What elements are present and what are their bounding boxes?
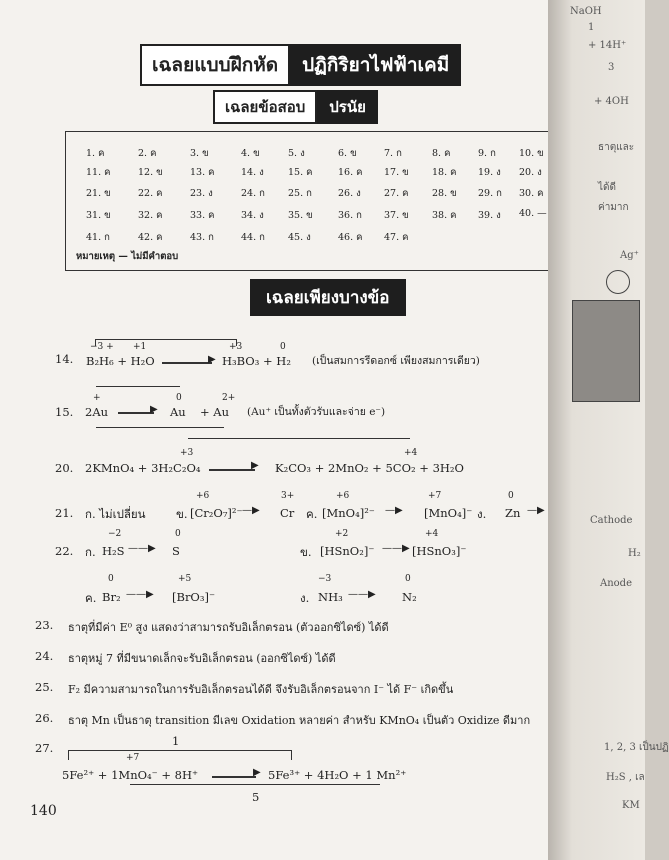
answer-item: 45. ง xyxy=(288,232,311,243)
np-13: Anode xyxy=(600,578,633,589)
q25-number: 25. xyxy=(35,680,54,694)
q14-bracket xyxy=(95,339,237,340)
q27-top: 1 xyxy=(172,734,180,748)
q22-number: 22. xyxy=(55,544,74,558)
q21-b-ox2: 3+ xyxy=(281,491,295,501)
q21-number: 21. xyxy=(55,506,74,520)
answer-item: 26. ง xyxy=(338,188,361,199)
q20-ox2: +4 xyxy=(404,448,418,458)
q26-text: ธาตุ Mn เป็นธาตุ transition มีเลข Oxidation หลายค่า สำหรับ KMnO₄ เป็นตัว Oxidize ดีมาก xyxy=(68,714,531,727)
q20-number: 20. xyxy=(55,461,74,475)
answer-item: 17. ข xyxy=(384,167,409,178)
header-right: ปฏิกิริยาไฟฟ้าเคมี xyxy=(290,44,461,86)
q23-number: 23. xyxy=(35,618,54,632)
q14-right: H₃BO₃ + H₂ xyxy=(222,354,291,368)
np-6: ได้ดี xyxy=(598,182,617,193)
np-15: H₂S , เล xyxy=(606,772,645,783)
q15-ox3: 2+ xyxy=(222,393,236,403)
q27-left: 5Fe²⁺ + 1MnO₄⁻ + 8H⁺ xyxy=(62,768,199,782)
np-meter-icon xyxy=(606,270,630,294)
answer-item: 15. ค xyxy=(288,167,313,178)
q15-bracket-bottom xyxy=(96,427,224,428)
answer-item: 6. ข xyxy=(338,148,357,159)
q14-left: B₂H₆ + H₂O xyxy=(86,354,155,368)
answer-item: 11. ค xyxy=(86,167,111,178)
answer-item: 23. ง xyxy=(190,188,213,199)
np-0: NaOH xyxy=(570,6,602,17)
q21-c-ox1: +6 xyxy=(336,491,350,501)
q22-c-label: ค. xyxy=(85,591,97,605)
subheader-left: เฉลยข้อสอบ xyxy=(213,90,317,124)
q22-d-ox2: 0 xyxy=(405,574,411,584)
q20-right: K₂CO₃ + 2MnO₂ + 5CO₂ + 3H₂O xyxy=(275,461,464,475)
book-page: เฉลยแบบฝึกหัด ปฏิกิริยาไฟฟ้าเคมี เฉลยข้อสอบ ปรนัย หมายเหตุ — ไม่มีคำตอบ 1. ค 2. ค 3. ข 4. ข 5. ง 6. ข 7. ก 8. ค 9. ก 10. ข 11. ค 12. ข 13. ค 14. ง 15. ค 16. ค 17. ข 18. ค 19. ง 20. ง 21. ข 22. ค 23. ง 24. ก 25. ก 26. ง 27. ค 28. ข 29. ก 30. ค 31. ข 32. ค 33. ค 34. ง 35. ข 36. ก 37. ข 38. ค 39. ง 40. — 41. ก 42. ค 43. ก 44. ก 45. ง 46. ค 47. ค เฉลยเพียงบางข้อ 14. −3 + +1 +3 0 B₂H₆ + H₂O ▶ H₃BO₃ + H₂ (เป็นสมการรีดอกซ์ เพียงสมการเดียว) 15. + 0 2+ 2Au ▶ Au + Au (Au⁺ เป็นทั้งตัวรับและจ่าย e⁻) 20. +3 +4 2KMnO₄ + 3H₂C₂O₄ ▶ K₂CO₃ + 2MnO₂ + 5CO₂ + 3H₂O 21. ก. ไม่เปลี่ยน +6 3+ ข. [Cr₂O₇]²⁻ —▶ Cr +6 +7 ค. [MnO₄]²⁻ —▶ [MnO₄]⁻ 0 ง. Zn —▶ 22. ก. −2 0 H₂S ——▶ S ข. +2 +4 [HSnO₂]⁻ ——▶ [HSnO₃]⁻ ค. 0 +5 Br₂ ——▶ [BrO₃]⁻ ง. −3 0 NH₃ ——▶ N₂ 23. ธาตุที่มีค่า E⁰ สูง แสดงว่าสามารถรับอิเล็กตรอน (ตัวออกซิไดซ์) ได้ดี 24. ธาตุหมู่ 7 ที่มีขนาดเล็กจะรับอิเล็กตรอน (ออกซิไดซ์) ได้ดี 25. F₂ มีความสามารถในการรับอิเล็กตรอนได้ดี จึงรับอิเล็กตรอนจาก I⁻ ได้ F⁻ เกิดขึ้น 26. ธาตุ Mn เป็นธาตุ transition มีเลข Oxidation หลายค่า สำหรับ KMnO₄ เป็นตัว Oxidize ดีมาก 27. 1 +7 5Fe²⁺ + 1MnO₄⁻ + 8H⁺ ▶ 5Fe³⁺ + 4H₂O + 1 Mn²⁺ 5 140 xyxy=(0,0,560,860)
q20-ox1: +3 xyxy=(180,448,194,458)
answer-item: 12. ข xyxy=(138,167,163,178)
answer-item: 34. ง xyxy=(241,210,264,221)
np-12: H₂ xyxy=(628,548,641,559)
q14-ox4: 0 xyxy=(280,342,286,352)
q22-b-left: [HSnO₂]⁻ xyxy=(320,544,375,558)
q21-b-left: [Cr₂O₇]²⁻ xyxy=(190,506,243,520)
q22-d-right: N₂ xyxy=(402,590,417,604)
q22-b-right: [HSnO₃]⁻ xyxy=(412,544,467,558)
np-14: 1, 2, 3 เป็นปฏิ xyxy=(604,742,669,753)
q14-arrow xyxy=(162,362,212,364)
answer-item: 47. ค xyxy=(384,232,409,243)
answer-item: 42. ค xyxy=(138,232,163,243)
q21-c-ox2: +7 xyxy=(428,491,442,501)
answer-item: 41. ก xyxy=(86,232,110,243)
q21-c-label: ค. xyxy=(306,507,318,521)
answer-item: 2. ค xyxy=(138,148,157,159)
q14-ox1: −3 + xyxy=(90,342,114,352)
q22-b-ox1: +2 xyxy=(335,529,349,539)
np-3: 3 xyxy=(608,62,615,73)
np-7: ค่ามาก xyxy=(598,202,629,213)
answer-item: 18. ค xyxy=(432,167,457,178)
q21-d-left: Zn xyxy=(505,506,521,520)
header-left: เฉลยแบบฝึกหัด xyxy=(140,44,290,86)
q27-arrow xyxy=(212,776,256,778)
q14-ox2: +1 xyxy=(133,342,147,352)
q23-text: ธาตุที่มีค่า E⁰ สูง แสดงว่าสามารถรับอิเล็กตรอน (ตัวออกซิไดซ์) ได้ดี xyxy=(68,621,389,634)
np-5: ธาตุและ xyxy=(598,142,635,153)
adjacent-page xyxy=(548,0,669,860)
q15-ox2: 0 xyxy=(176,393,182,403)
page-number: 140 xyxy=(30,803,57,819)
q22-a-label: ก. xyxy=(85,545,96,559)
q22-d-label: ง. xyxy=(300,591,310,605)
q14-comment: (เป็นสมการรีดอกซ์ เพียงสมการเดียว) xyxy=(312,355,480,367)
q15-eq: 2Au xyxy=(85,405,109,419)
answer-key-box xyxy=(65,131,549,271)
q15-comment: (Au⁺ เป็นทั้งตัวรับและจ่าย e⁻) xyxy=(247,406,386,418)
q24-text: ธาตุหมู่ 7 ที่มีขนาดเล็กจะรับอิเล็กตรอน (ออกซิไดซ์) ได้ดี xyxy=(68,652,336,665)
q15-bracket-top xyxy=(96,386,180,387)
answer-item: 30. ค xyxy=(519,188,544,199)
answer-item: 20. ง xyxy=(519,167,542,178)
q27-bracket-top xyxy=(68,750,292,751)
q22-b-ox2: +4 xyxy=(425,529,439,539)
q26-number: 26. xyxy=(35,711,54,725)
answer-item: 4. ข xyxy=(241,148,260,159)
answer-item: 31. ข xyxy=(86,210,111,221)
q21-b-right: Cr xyxy=(280,506,295,520)
answer-item: 38. ค xyxy=(432,210,457,221)
q20-arrow xyxy=(209,469,255,471)
chapter-header xyxy=(140,44,461,86)
np-beaker xyxy=(572,300,640,402)
answer-item: 1. ค xyxy=(86,148,105,159)
q27-bracket-bottom xyxy=(130,784,380,785)
q22-c-ox2: +5 xyxy=(178,574,192,584)
q22-a-ox2: 0 xyxy=(175,529,181,539)
answer-item: 32. ค xyxy=(138,210,163,221)
answer-item: 7. ก xyxy=(384,148,402,159)
np-1: 1 xyxy=(588,22,595,33)
q27-ox: +7 xyxy=(126,753,140,763)
answer-item: 36. ก xyxy=(338,210,362,221)
answer-item: 35. ข xyxy=(288,210,313,221)
answer-item: 25. ก xyxy=(288,188,312,199)
q27-right: 5Fe³⁺ + 4H₂O + 1 Mn²⁺ xyxy=(268,768,407,782)
q22-a-right: S xyxy=(172,544,180,558)
q22-c-left: Br₂ xyxy=(102,590,121,604)
answer-note: หมายเหตุ — ไม่มีคำตอบ xyxy=(76,251,179,262)
answer-item: 27. ค xyxy=(384,188,409,199)
q21-b-ox1: +6 xyxy=(196,491,210,501)
q22-d-left: NH₃ xyxy=(318,590,343,604)
answer-item: 29. ก xyxy=(478,188,502,199)
answer-item: 5. ง xyxy=(288,148,305,159)
q21-a: ก. ไม่เปลี่ยน xyxy=(85,507,146,521)
q22-c-ox1: 0 xyxy=(108,574,114,584)
answer-item: 8. ค xyxy=(432,148,451,159)
q22-d-ox1: −3 xyxy=(318,574,332,584)
answer-item: 10. ข xyxy=(519,148,544,159)
q25-text: F₂ มีความสามารถในการรับอิเล็กตรอนได้ดี จึงรับอิเล็กตรอนจาก I⁻ ได้ F⁻ เกิดขึ้น xyxy=(68,683,454,696)
q20-left: 2KMnO₄ + 3H₂C₂O₄ xyxy=(85,461,201,475)
q24-number: 24. xyxy=(35,649,54,663)
q21-c-right: [MnO₄]⁻ xyxy=(424,506,473,520)
answer-item: 39. ง xyxy=(478,210,501,221)
answer-item: 14. ง xyxy=(241,167,264,178)
answer-item: 28. ข xyxy=(432,188,457,199)
sub-header xyxy=(213,90,378,124)
q22-b-label: ข. xyxy=(300,545,312,559)
q27-bracket-tl xyxy=(68,750,69,760)
answer-item: 19. ง xyxy=(478,167,501,178)
answer-item: 33. ค xyxy=(190,210,215,221)
np-4: + 4OH xyxy=(594,96,629,107)
q21-c-left: [MnO₄]²⁻ xyxy=(322,506,375,520)
q14-number: 14. xyxy=(55,352,74,366)
answer-item: 16. ค xyxy=(338,167,363,178)
q22-a-ox1: −2 xyxy=(108,529,122,539)
q15-number: 15. xyxy=(55,405,74,419)
answer-item: 9. ก xyxy=(478,148,496,159)
answer-item: 46. ค xyxy=(338,232,363,243)
q21-b-label: ข. xyxy=(176,507,188,521)
q14-ox3: +3 xyxy=(229,342,243,352)
answer-item: 13. ค xyxy=(190,167,215,178)
q20-bracket xyxy=(188,438,410,439)
answer-item: 43. ก xyxy=(190,232,214,243)
answer-item: 22. ค xyxy=(138,188,163,199)
answer-item: 21. ข xyxy=(86,188,111,199)
answer-item: 44. ก xyxy=(241,232,265,243)
q22-a-left: H₂S xyxy=(102,544,125,558)
q27-bottom: 5 xyxy=(252,790,260,804)
np-8: Ag⁺ xyxy=(620,250,639,261)
answer-item: 3. ข xyxy=(190,148,209,159)
section-title: เฉลยเพียงบางข้อ xyxy=(250,279,406,316)
q27-bracket-tr xyxy=(291,750,292,760)
q15-p1: Au xyxy=(170,405,186,419)
q15-arrow xyxy=(118,412,154,414)
q27-number: 27. xyxy=(35,741,54,755)
np-2: + 14H⁺ xyxy=(588,40,627,51)
np-11: Cathode xyxy=(590,515,633,526)
q15-ox1: + xyxy=(93,393,101,403)
answer-item: 40. — xyxy=(519,208,547,219)
np-16: KM xyxy=(622,800,640,811)
q22-c-right: [BrO₃]⁻ xyxy=(172,590,216,604)
answer-item: 24. ก xyxy=(241,188,265,199)
q21-d-label: ง. xyxy=(477,507,487,521)
answer-item: 37. ข xyxy=(384,210,409,221)
q21-d-ox1: 0 xyxy=(508,491,514,501)
subheader-right: ปรนัย xyxy=(317,90,378,124)
q15-p2: + Au xyxy=(200,405,230,419)
